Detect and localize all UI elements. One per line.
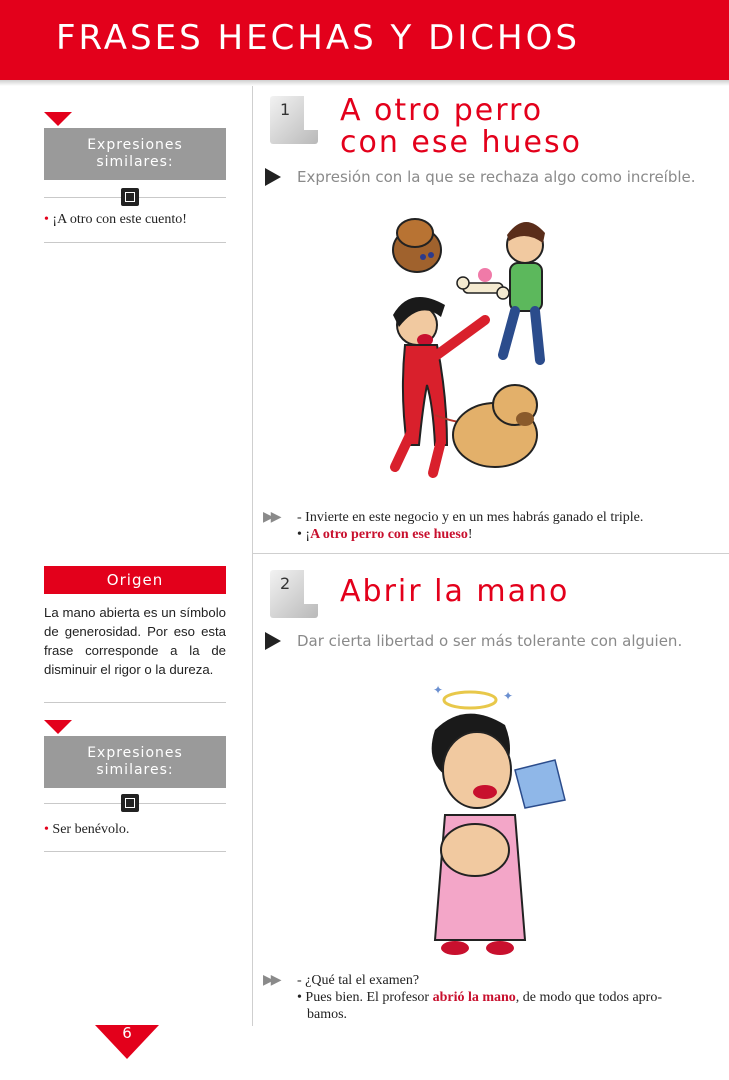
illustration-angel-woman xyxy=(415,680,585,960)
similar-expressions-heading xyxy=(44,736,226,788)
page-number: 6 xyxy=(122,1024,132,1042)
section-example: - ¿Qué tal el examen? • Pues bien. El profesor abrió la mano, de modo que todos apro- bamos. xyxy=(297,973,662,1022)
similar-heading-line1: Expresiones xyxy=(87,137,183,153)
divider-line xyxy=(44,702,226,703)
section-definition: Dar cierta libertad o ser más tolerante con alguien. xyxy=(297,632,683,650)
page-title: FRASES HECHAS Y DICHOS xyxy=(56,18,580,58)
similar-heading-line2: similares: xyxy=(96,762,174,778)
play-arrow-icon xyxy=(265,168,281,186)
play-arrow-icon xyxy=(265,632,281,650)
section-number: 2 xyxy=(280,574,291,593)
similar-expressions-heading xyxy=(44,128,226,180)
similar-expression-item: • ¡A otro con este cuento! xyxy=(44,212,187,227)
bullet-icon: • xyxy=(44,822,53,837)
header-shadow xyxy=(0,80,729,86)
svg-text:✦: ✦ xyxy=(433,683,444,697)
double-arrow-icon: ▶▶ xyxy=(263,509,279,525)
section-title: Abrir la mano xyxy=(340,574,570,609)
section-number-tab xyxy=(270,96,318,144)
section-example: - Invierte en este negocio y en un mes habrás ganado el triple. • ¡A otro perro con ese hueso! xyxy=(297,510,644,542)
section-divider xyxy=(252,553,729,554)
bullet-icon: • xyxy=(44,212,53,227)
page-header xyxy=(0,0,729,80)
origin-heading: Origen xyxy=(44,566,226,594)
red-triangle-icon xyxy=(44,720,72,734)
svg-text:✦: ✦ xyxy=(503,689,514,703)
divider-line xyxy=(44,242,226,243)
section-number: 1 xyxy=(280,100,291,119)
section-definition: Expresión con la que se rechaza algo como increíble. xyxy=(297,168,696,186)
similar-heading-line1: Expresiones xyxy=(87,745,183,761)
illustration-dog-bone-woman xyxy=(375,205,575,495)
origin-text: La mano abierta es un símbolo de generosidad. Por eso esta frase corresponde a la de disminuir el rigor o la dureza. xyxy=(44,605,226,677)
section-number-tab xyxy=(270,570,318,618)
section-title: A otro perro con ese hueso xyxy=(340,93,582,160)
column-divider xyxy=(252,86,253,1026)
similar-expression-item: • Ser benévolo. xyxy=(44,822,130,837)
similar-heading-line2: similares: xyxy=(96,154,174,170)
square-icon xyxy=(121,188,139,206)
red-triangle-icon xyxy=(44,112,72,126)
divider-line xyxy=(44,851,226,852)
square-icon xyxy=(121,794,139,812)
double-arrow-icon: ▶▶ xyxy=(263,972,279,988)
